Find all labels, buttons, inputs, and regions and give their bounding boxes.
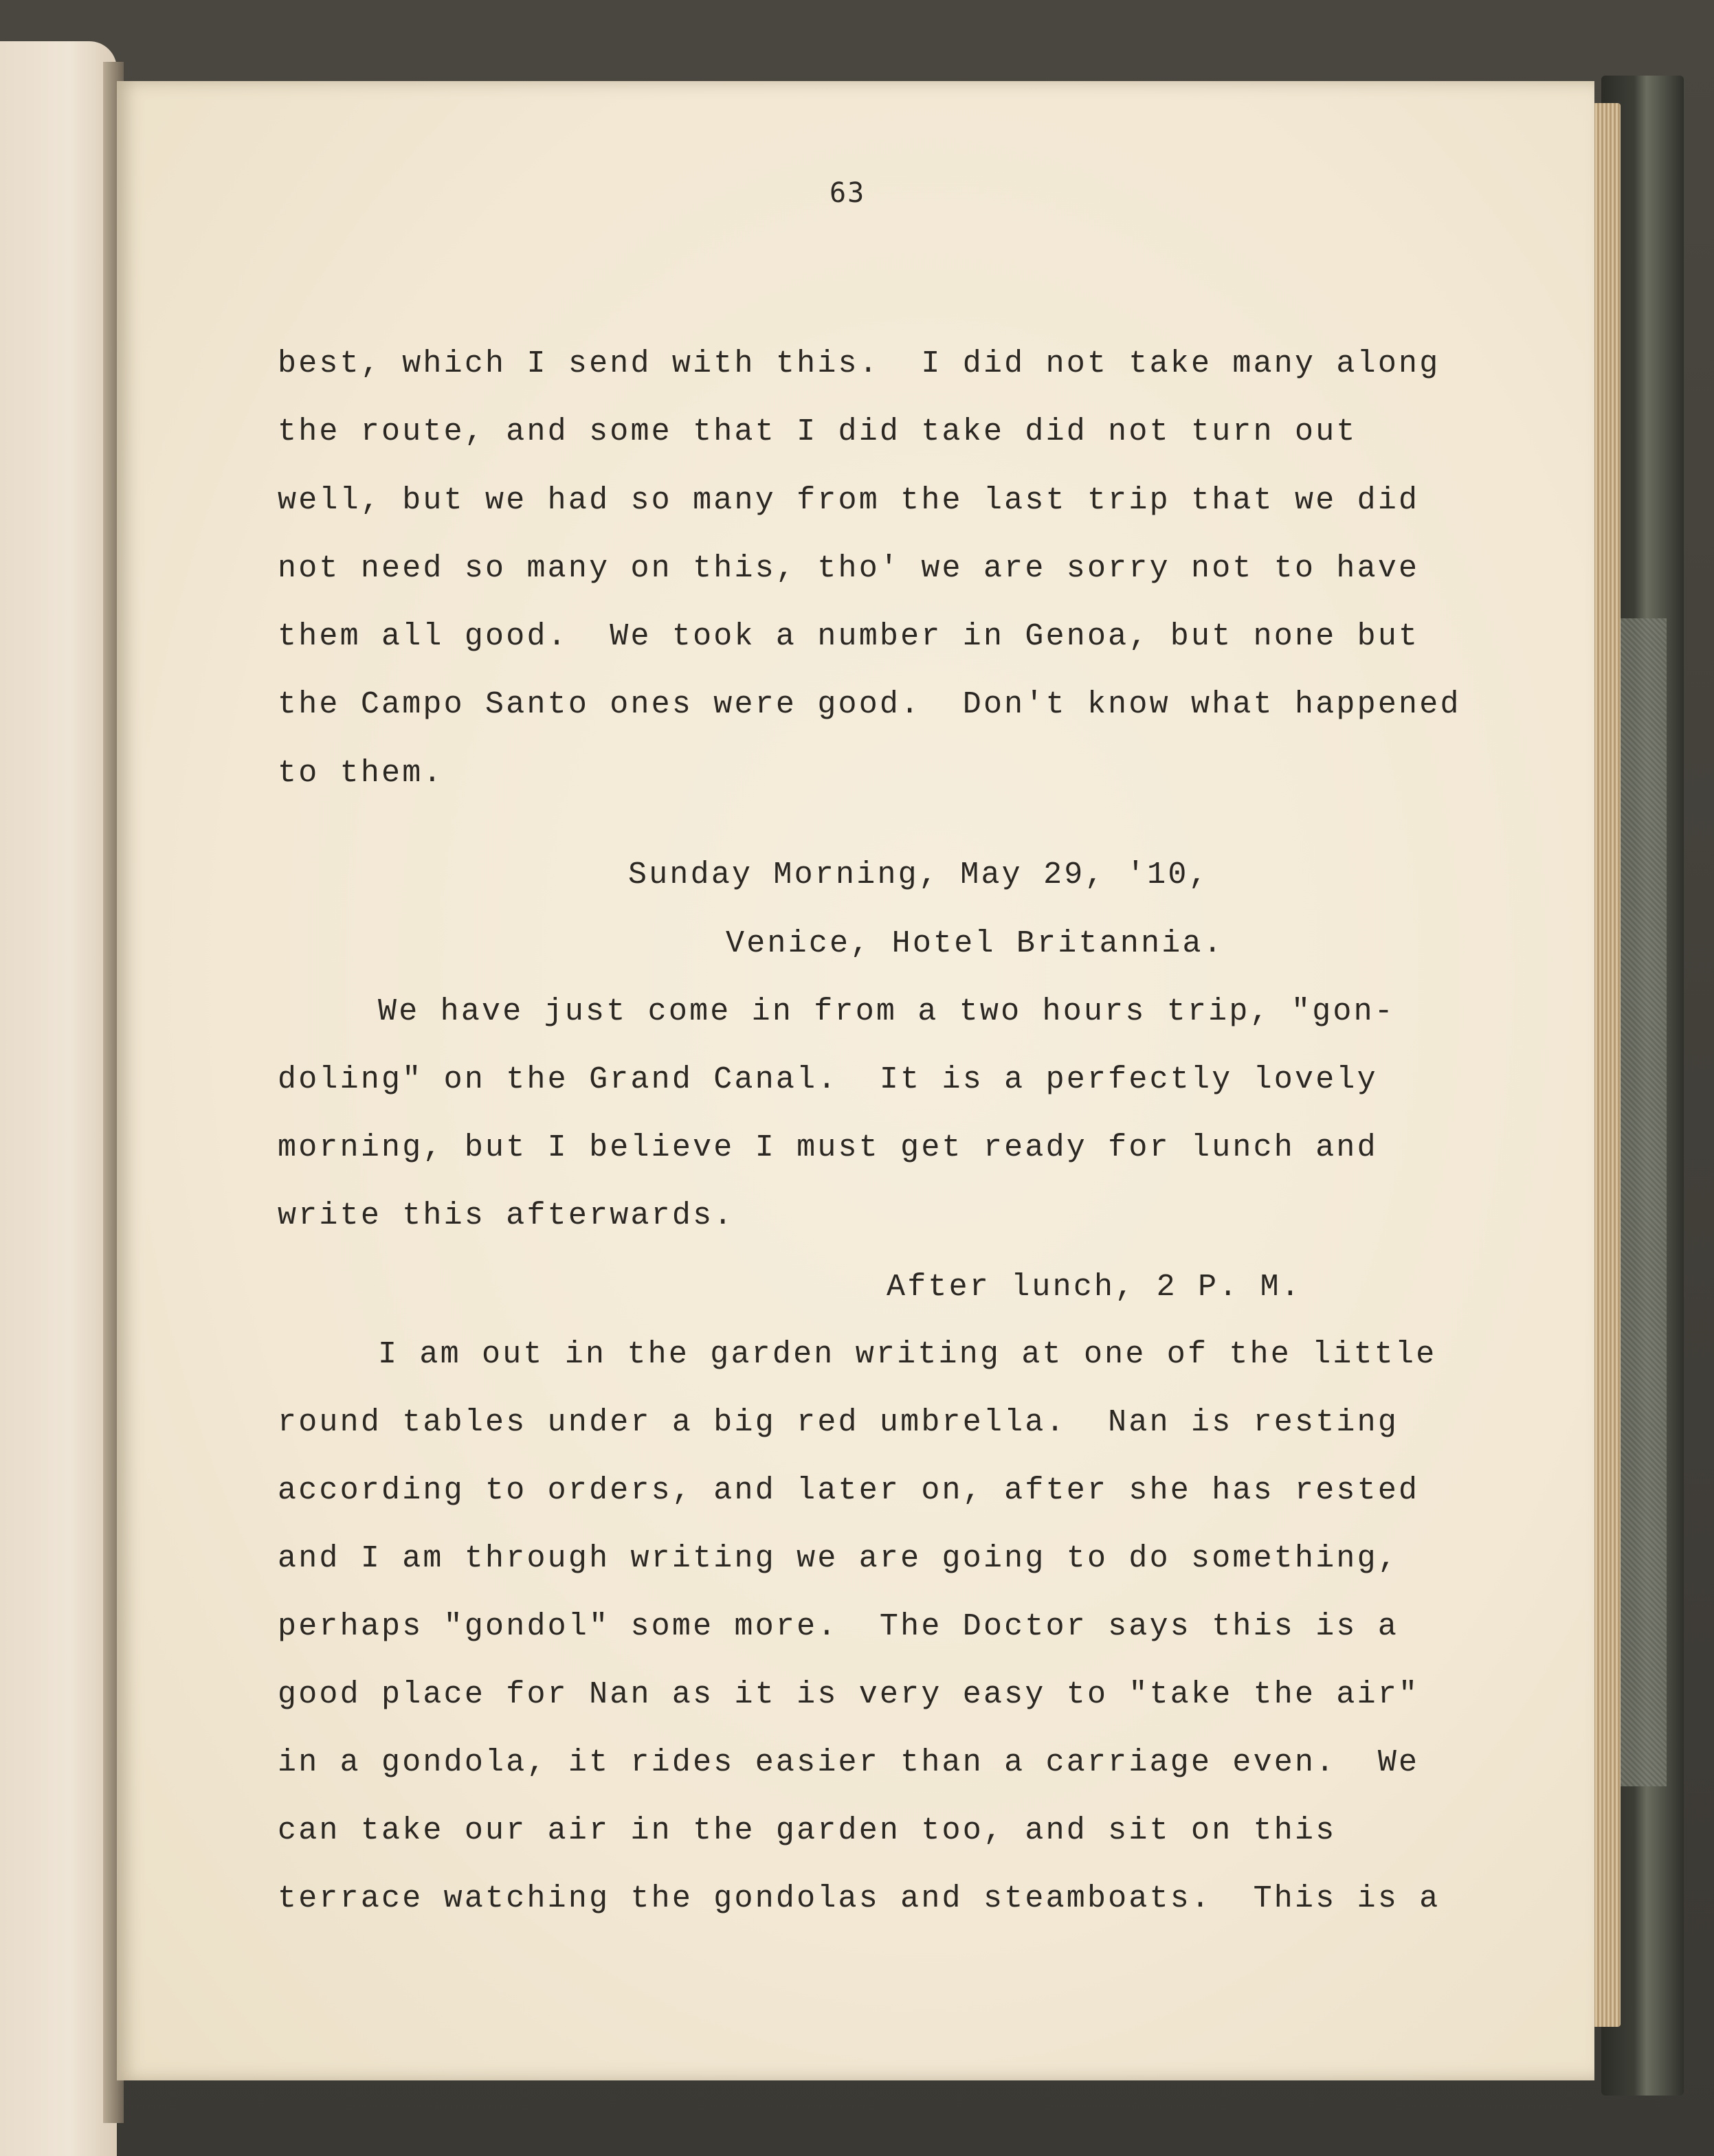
- place-line: Venice, Hotel Britannia.: [726, 926, 1224, 961]
- text-line: well, but we had so many from the last trip that we did: [278, 483, 1420, 518]
- text-line: We have just come in from a two hours trip, "gon-: [378, 994, 1396, 1029]
- text-line: best, which I send with this. I did not take many along: [278, 346, 1440, 381]
- text-line: in a gondola, it rides easier than a carriage even. We: [278, 1745, 1420, 1780]
- text-line: not need so many on this, tho' we are sorry not to have: [278, 551, 1420, 586]
- text-line: good place for Nan as it is very easy to "take the air": [278, 1677, 1420, 1712]
- facing-page: [0, 41, 117, 2156]
- text-line: and I am through writing we are going to do something,: [278, 1541, 1399, 1576]
- text-line: the Campo Santo ones were good. Don't know what happened: [278, 687, 1461, 722]
- text-line: the route, and some that I did take did not turn out: [278, 414, 1357, 449]
- timeline-heading: After lunch, 2 P. M.: [887, 1270, 1302, 1305]
- text-line: I am out in the garden writing at one of the little: [378, 1337, 1437, 1372]
- text-line: to them.: [278, 756, 444, 791]
- text-line: them all good. We took a number in Genoa, but none but: [278, 619, 1420, 654]
- text-line: write this afterwards.: [278, 1198, 735, 1233]
- text-line: can take our air in the garden too, and sit on this: [278, 1813, 1337, 1848]
- text-line: perhaps "gondol" some more. The Doctor says this is a: [278, 1609, 1399, 1644]
- dateline: Sunday Morning, May 29, '10,: [628, 857, 1210, 892]
- text-line: round tables under a big red umbrella. Nan is resting: [278, 1405, 1399, 1440]
- text-line: according to orders, and later on, after she has rested: [278, 1473, 1420, 1508]
- text-line: doling" on the Grand Canal. It is a perfectly lovely: [278, 1062, 1378, 1097]
- cover-cloth-texture: [1618, 618, 1667, 1786]
- text-line: morning, but I believe I must get ready for lunch and: [278, 1130, 1378, 1165]
- page-number: 63: [830, 177, 866, 209]
- text-line: terrace watching the gondolas and steamboats. This is a: [278, 1881, 1440, 1916]
